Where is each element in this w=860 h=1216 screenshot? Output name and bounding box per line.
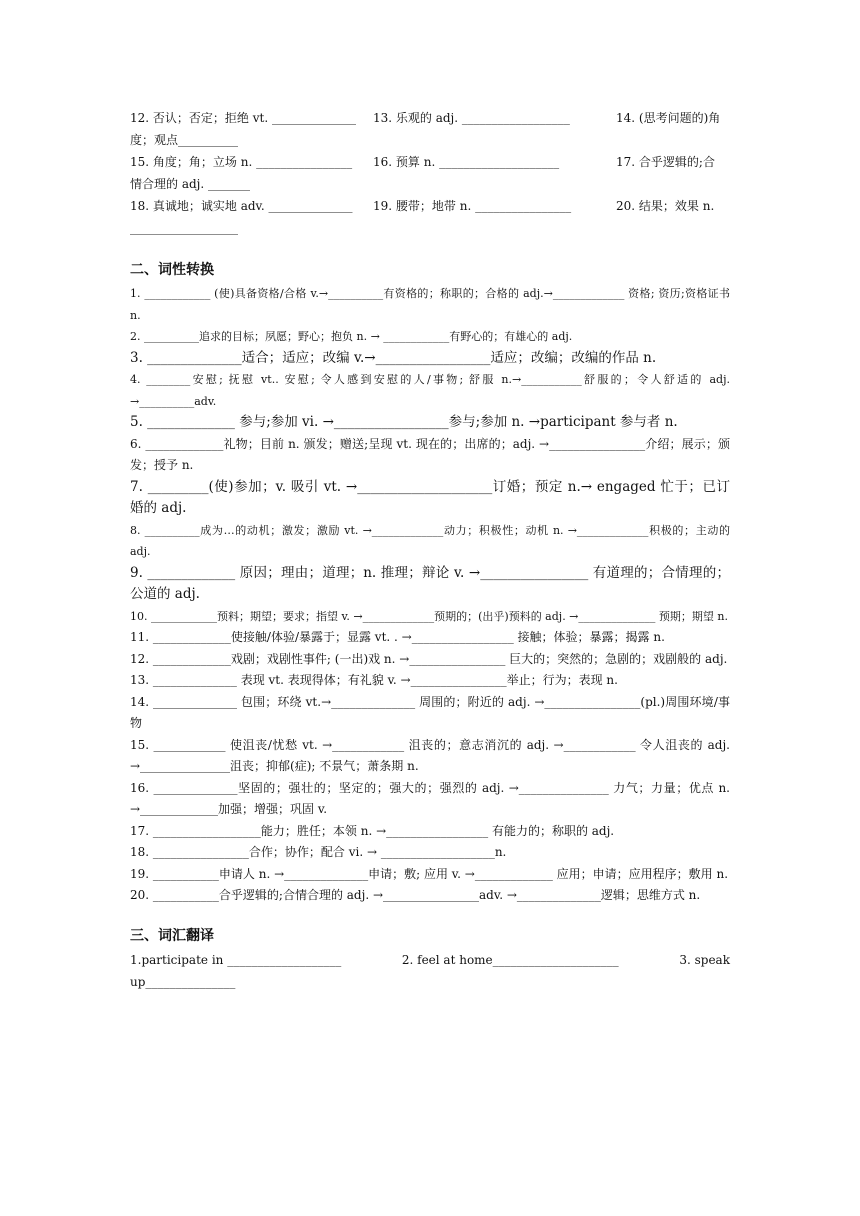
translation-item-3-continued: up_______________ [130,974,236,989]
vocab-item-18: 18. 真诚地；诚实地 adv. ______________ [130,199,353,213]
vocab-item-17: 17. 合乎逻辑的;合 [616,155,715,169]
conversion-item-8: 8. __________成为…的动机；激发；激励 vt. →_____________动力；积极性；动机 n. →_____________积极的；主动的 adj. [130,523,730,558]
conversion-item-12: 12. _____________戏剧；戏剧性事件; (一出)戏 n. →________________ 巨大的；突然的；急剧的；戏剧般的 adj. [130,651,728,666]
conversion-item-15: 15. ____________ 使沮丧/忧愁 vt. →____________ 沮丧的；意志消沉的 adj. →____________ 令人沮丧的 adj. →_______________沮丧；抑郁(症); 不景气；萧条期 n. [130,737,730,773]
conversion-item-11: 11. _____________使接触/体验/暴露于；显露 vt. . →_________________ 接触；体验；暴露；揭露 n. [130,630,665,644]
conversion-item-19: 19. ___________申请人 n. →______________申请；敷; 应用 v. →_____________ 应用；申请；应用程序；敷用 n. [130,866,729,881]
vocab-item-12: 12. 否认；否定；拒绝 vt. ______________ [130,111,356,125]
vocab-item-17-continued: 情合理的 adj. _______ [130,177,251,191]
vocab-item-13: 13. 乐观的 adj. __________________ [373,111,570,125]
section-title-word-conversion: 二、词性转换 [130,262,214,278]
translation-row [130,949,730,971]
conversion-item-13: 13. ______________ 表现 vt. 表现得体；有礼貌 v. →________________举止；行为；表现 n. [130,673,618,687]
conversion-item-16: 16. ______________坚固的；强壮的；坚定的；强大的；强烈的 adj. →_______________ 力气；力量；优点 n. →_____________加强；增强；巩固 v. [130,780,730,816]
conversion-item-4: 4. ________安慰; 抚慰 vt.. 安慰; 令人感到安慰的人/事物; 舒服 n.→___________舒服的；令人舒适的 adj. →__________adv. [130,373,730,408]
conversion-item-18: 18. ________________合作；协作；配合 vi. → ___________________n. [130,845,507,859]
vocab-item-14-continued: 度；观点__________ [130,133,239,147]
conversion-item-1: 1. ____________ (使)具备资格/合格 v.→__________有资格的；称职的；合格的 adj.→_____________ 资格; 资历;资格证书 n. [130,287,730,322]
section-title-vocab-translation: 三、词汇翻译 [130,927,214,944]
vocab-item-19: 19. 腰带；地带 n. ________________ [373,199,572,213]
vocab-row [130,195,730,217]
vocab-item-16: 16. 预算 n. ____________________ [373,155,560,169]
conversion-item-17: 17. __________________能力；胜任；本领 n. →_________________ 有能力的；称职的 adj. [130,823,615,838]
conversion-item-3: 3. ______________适合；适应；改编 v.→_________________适应；改编；改编的作品 n. [130,349,657,366]
conversion-item-2: 2. __________追求的目标；夙愿；野心；抱负 n. → ____________有野心的；有雄心的 adj. [130,330,573,343]
translation-item-3: 3. speak [679,952,730,967]
vocab-item-14: 14. (思考问题的)角 [616,111,721,125]
conversion-item-6: 6. _____________礼物；目前 n. 颁发；赠送;呈现 vt. 现在的；出席的；adj. →________________介绍；展示；颁发；授予 n. [130,436,730,472]
translation-item-1: 1.participate in ___________________ [130,952,342,967]
conversion-item-20: 20. ___________合乎逻辑的;合情合理的 adj. →________________adv. →______________逻辑；思维方式 n. [130,888,701,902]
conversion-item-7: 7. _________(使)参加；v. 吸引 vt. →____________________订婚；预定 n.→ engaged 忙于；已订婚的 adj. [130,478,730,516]
vocab-row [130,151,730,173]
conversion-item-5: 5. _____________ 参与;参加 vi. →_________________参与;参加 n. →participant 参与者 n. [130,414,678,430]
conversion-item-10: 10. ____________预料；期望；要求；指望 v. →_____________预期的；(出乎)预料的 adj. →______________ 预期；期望 n. [130,609,728,623]
vocab-item-15: 15. 角度；角；立场 n. ________________ [130,155,353,169]
vocab-item-20-continued: __________________ [130,221,238,235]
document-body [130,107,730,993]
vocab-item-20: 20. 结果；效果 n. [616,199,715,213]
conversion-item-9: 9. _____________ 原因；理由；道理；n. 推理；辩论 v. →________________ 有道理的；合情理的；公道的 adj. [130,564,730,602]
translation-item-2: 2. feel at home_____________________ [401,952,619,967]
conversion-item-14: 14. ______________ 包围；环绕 vt.→______________ 周围的；附近的 adj. →________________(pl.)周围环境/事物 [130,694,730,730]
vocab-row [130,107,730,129]
